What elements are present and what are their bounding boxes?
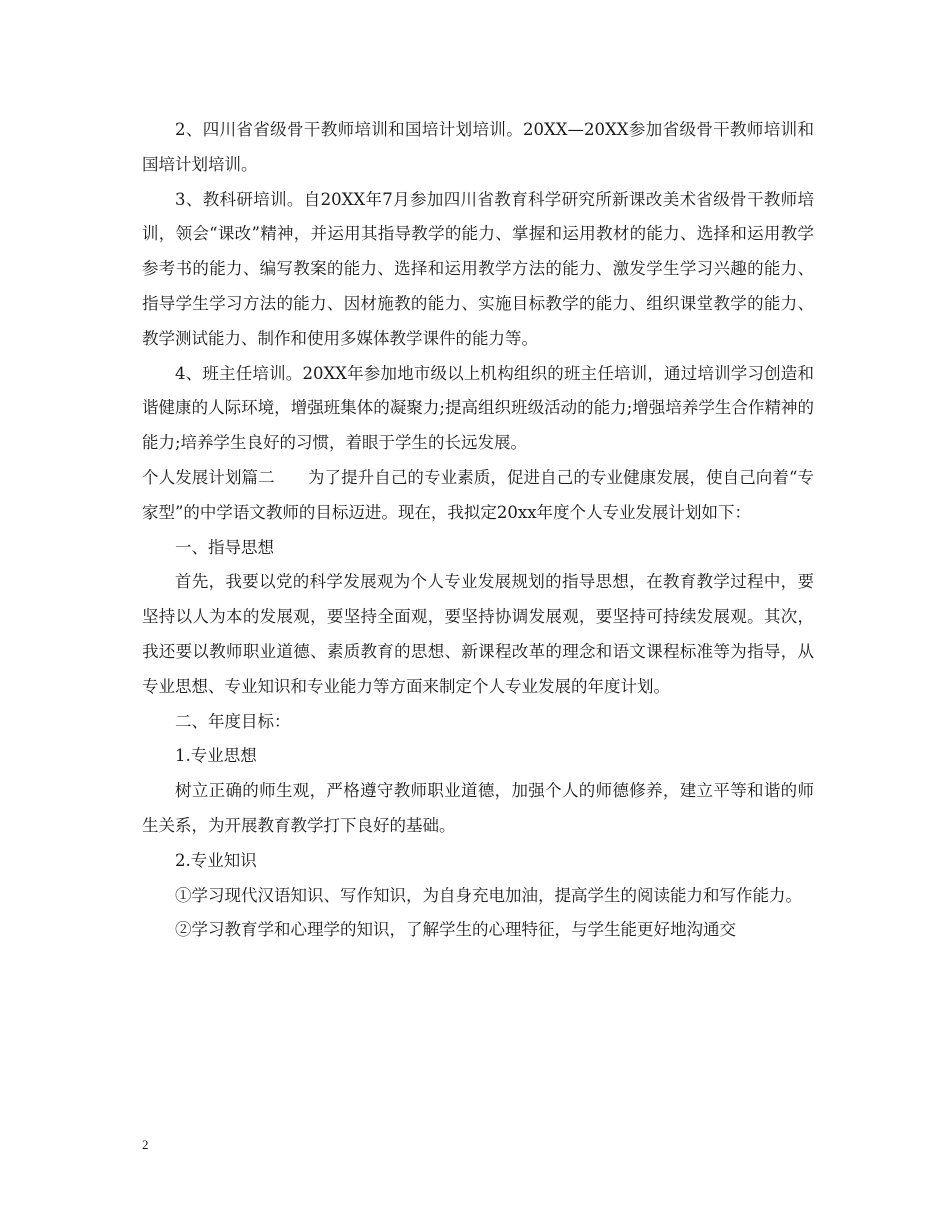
paragraph-training-research: 3、教科研培训。自20XX年7月参加四川省教育科学研究所新课改美术省级骨干教师培训，领会“课改”精神，并运用其指导教学的能力、掌握和运用教材的能力、选择和运用教学参考书的能力、编写教案的能力、选择和运用教学方法的能力、激发学生学习兴趣的能力、指导学生学习方法的能力、因材施教的能力、实施目标教学的能力、组织课堂教学的能力、教学测试能力、制作和使用多媒体教学课件的能力等。	[142, 189, 814, 348]
paragraph-knowledge-item-2: ②学习教育学和心理学的知识，了解学生的心理特征，与学生能更好地沟通交	[175, 920, 736, 940]
paragraph-professional-thought: 树立正确的师生观，严格遵守教师职业道德，加强个人的师德修养，建立平等和谐的师生关系，为开展教育教学打下良好的基础。	[142, 781, 814, 835]
subheading-professional-knowledge: 2.专业知识	[175, 850, 257, 870]
paragraph-guiding-thought: 首先，我要以党的科学发展观为个人专业发展规划的指导思想，在教育教学过程中，要坚持以人为本的发展观，要坚持全面观，要坚持协调发展观，要坚持可持续发展观。其次，我还要以教师职业道德、素质教育的思想、新课程改革的理念和语文课程标准等为指导，从专业思想、专业知识和专业能力等方面来制定个人专业发展的年度计划。	[142, 572, 814, 696]
paragraph-plan-two-intro: 个人发展计划篇二 为了提升自己的专业素质，促进自己的专业健康发展，使自己向着“专家型”的中学语文教师的目标迈进。现在，我拟定20xx年度个人专业发展计划如下：	[142, 467, 814, 522]
document-body	[142, 113, 814, 948]
section-heading-guiding-thought: 一、指导思想	[175, 537, 274, 557]
paragraph-training-head-teacher: 4、班主任培训。20XX年参加地市级以上机构组织的班主任培训，通过培训学习创造和谐健康的人际环境，增强班集体的凝聚力;提高组织班级活动的能力;增强培养学生合作精神的能力;培养学生良好的习惯，着眼于学生的长远发展。	[142, 363, 814, 453]
section-heading-annual-goals: 二、年度目标：	[175, 711, 291, 731]
page-number: 2	[142, 1137, 149, 1152]
subheading-professional-thought: 1.专业思想	[175, 746, 257, 766]
paragraph-knowledge-item-1: ①学习现代汉语知识、写作知识，为自身充电加油，提高学生的阅读能力和写作能力。	[175, 885, 802, 905]
paragraph-training-provincial: 2、四川省省级骨干教师培训和国培计划培训。20XX—20XX参加省级骨干教师培训和国培计划培训。	[142, 120, 814, 174]
